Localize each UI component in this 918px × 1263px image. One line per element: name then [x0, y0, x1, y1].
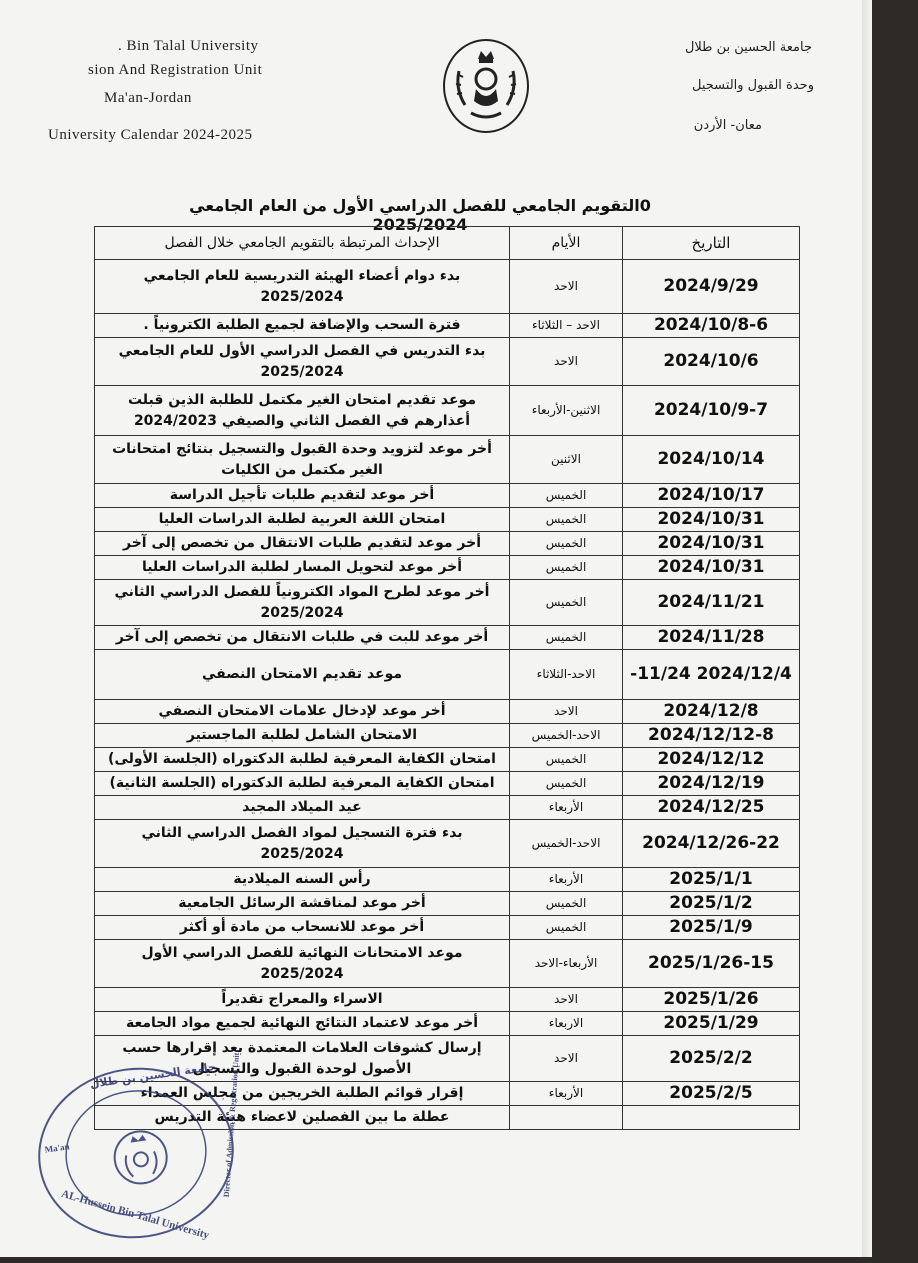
event-cell: عيد الميلاد المجيد [95, 796, 510, 820]
calendar-row [95, 260, 800, 314]
event-cell: إقرار قوائم الطلبة الخريجين من مجلس العمداء [95, 1082, 510, 1106]
calendar-row [95, 338, 800, 386]
calendar-row [95, 436, 800, 484]
day-cell: الخميس [510, 772, 623, 796]
date-cell: 2024/10/8-6 [623, 314, 800, 338]
calendar-row [95, 916, 800, 940]
table-header-row [95, 227, 800, 260]
calendar-row [95, 386, 800, 436]
day-cell: الاحد [510, 1036, 623, 1082]
event-cell: أخر موعد لطرح المواد الكترونياً للفصل الدراسي الثاني 2025/2024 [95, 580, 510, 626]
calendar-row [95, 988, 800, 1012]
calendar-row [95, 650, 800, 700]
day-cell: الأربعاء-الاحد [510, 940, 623, 988]
day-cell: الاثنين-الأربعاء [510, 386, 623, 436]
date-cell: 2025/2/5 [623, 1082, 800, 1106]
calendar-row [95, 532, 800, 556]
day-cell: الخميس [510, 892, 623, 916]
day-cell: الأربعاء [510, 868, 623, 892]
event-cell: موعد الامتحانات النهائية للفصل الدراسي الأول 2025/2024 [95, 940, 510, 988]
calendar-row [95, 700, 800, 724]
date-cell: 2024/12/12 [623, 748, 800, 772]
event-cell: موعد تقديم الامتحان النصفي [95, 650, 510, 700]
event-cell: أخر موعد لتزويد وحدة القبول والتسجيل بنتائج امتحانات الغير مكتمل من الكليات [95, 436, 510, 484]
official-stamp [27, 1052, 245, 1251]
event-cell: أخر موعد لمناقشة الرسائل الجامعية [95, 892, 510, 916]
header-en-unit: sion And Registration Unit [88, 62, 263, 78]
event-cell: أخر موعد لتحويل المسار لطلبة الدراسات العليا [95, 556, 510, 580]
calendar-row [95, 940, 800, 988]
day-cell: الأربعاء [510, 796, 623, 820]
header-date: التاريخ [623, 227, 800, 260]
calendar-table [94, 226, 800, 1130]
day-cell: الاحد [510, 988, 623, 1012]
header-en-city: Ma'an-Jordan [104, 90, 192, 106]
date-cell: 2024/9/29 [623, 260, 800, 314]
day-cell: الاثنين [510, 436, 623, 484]
day-cell: الخميس [510, 748, 623, 772]
date-cell: 2024/10/31 [623, 556, 800, 580]
event-cell: بدء دوام أعضاء الهيئة التدريسية للعام الجامعي 2025/2024 [95, 260, 510, 314]
event-cell: امتحان اللغة العربية لطلبة الدراسات العليا [95, 508, 510, 532]
day-cell: الاحد-الخميس [510, 820, 623, 868]
university-logo [443, 39, 529, 133]
date-cell [623, 1106, 800, 1130]
day-cell: الخميس [510, 580, 623, 626]
date-cell: 2025/1/26 [623, 988, 800, 1012]
header-ar-unit: وحدة القبول والتسجيل [692, 78, 814, 93]
date-cell: 2025/1/9 [623, 916, 800, 940]
day-cell: الخميس [510, 916, 623, 940]
event-cell: أخر موعد للانسحاب من مادة أو أكثر [95, 916, 510, 940]
day-cell: الخميس [510, 532, 623, 556]
calendar-row [95, 796, 800, 820]
date-cell: 2025/2/2 [623, 1036, 800, 1082]
event-cell: أخر موعد لتقديم طلبات تأجيل الدراسة [95, 484, 510, 508]
event-cell: أخر موعد لتقديم طلبات الانتقال من تخصص إلى آخر [95, 532, 510, 556]
day-cell [510, 1106, 623, 1130]
day-cell: الاحد [510, 700, 623, 724]
date-cell: -11/24 2024/12/4 [623, 650, 800, 700]
calendar-row [95, 892, 800, 916]
calendar-row [95, 556, 800, 580]
event-cell: رأس السنه الميلادية [95, 868, 510, 892]
calendar-row [95, 580, 800, 626]
calendar-row [95, 626, 800, 650]
day-cell: الخميس [510, 626, 623, 650]
event-cell: إرسال كشوفات العلامات المعتمدة بعد إقرارها حسب الأصول لوحدة القبول والتسجيل [95, 1036, 510, 1082]
calendar-row [95, 772, 800, 796]
date-cell: 2024/10/31 [623, 532, 800, 556]
day-cell: الاحد – الثلاثاء [510, 314, 623, 338]
day-cell: الاحد-الخميس [510, 724, 623, 748]
date-cell: 2024/10/14 [623, 436, 800, 484]
calendar-row [95, 748, 800, 772]
date-cell: 2024/12/19 [623, 772, 800, 796]
stamp-university-en: AL-Hussein Bin Talal University [59, 1187, 211, 1242]
date-cell: 2024/10/9-7 [623, 386, 800, 436]
event-cell: امتحان الكفاية المعرفية لطلبة الدكتوراه (الجلسة الثانية) [95, 772, 510, 796]
date-cell: 2024/10/17 [623, 484, 800, 508]
date-cell: 2025/1/1 [623, 868, 800, 892]
event-cell: أخر موعد لإدخال علامات الامتحان النصفي [95, 700, 510, 724]
header-events: الإحداث المرتبطة بالتقويم الجامعي خلال الفصل [95, 227, 510, 260]
stamp-city: Ma'an [43, 1141, 71, 1155]
date-cell: 2024/12/12-8 [623, 724, 800, 748]
date-cell: 2024/10/6 [623, 338, 800, 386]
date-cell: 2025/1/26-15 [623, 940, 800, 988]
header-ar-city: معان- الأردن [693, 118, 762, 133]
day-cell: الخميس [510, 556, 623, 580]
stamp-unit-en: Director of Admission & Registration Unit [221, 1052, 241, 1198]
calendar-row [95, 724, 800, 748]
day-cell: الاحد-الثلاثاء [510, 650, 623, 700]
date-cell: 2024/12/8 [623, 700, 800, 724]
date-cell: 2024/10/31 [623, 508, 800, 532]
header-en-calendar: University Calendar 2024-2025 [48, 127, 253, 143]
event-cell: أخر موعد للبت في طلبات الانتقال من تخصص إلى آخر [95, 626, 510, 650]
event-cell: الاسراء والمعراج تقديراً [95, 988, 510, 1012]
stamp-university-ar: جامعة الحسين بن طلال [89, 1060, 217, 1091]
calendar-row [95, 484, 800, 508]
calendar-row [95, 508, 800, 532]
calendar-title: 0التقويم الجامعي للفصل الدراسي الأول من العام الجامعي 2025/2024 [189, 196, 651, 234]
event-cell: عطلة ما بين الفصلين لاعضاء هيئة التدريس [95, 1106, 510, 1130]
calendar-row [95, 314, 800, 338]
day-cell: الاحد [510, 338, 623, 386]
event-cell: الامتحان الشامل لطلبة الماجستير [95, 724, 510, 748]
event-cell: بدء التدريس في الفصل الدراسي الأول للعام الجامعي 2025/2024 [95, 338, 510, 386]
header-days: الأيام [510, 227, 623, 260]
day-cell: الاحد [510, 260, 623, 314]
date-cell: 2024/11/28 [623, 626, 800, 650]
header-en-university: . Bin Talal University [118, 38, 259, 54]
day-cell: الخميس [510, 508, 623, 532]
calendar-row [95, 1012, 800, 1036]
date-cell: 2025/1/29 [623, 1012, 800, 1036]
date-cell: 2025/1/2 [623, 892, 800, 916]
event-cell: امتحان الكفاية المعرفية لطلبة الدكتوراه (الجلسة الأولى) [95, 748, 510, 772]
page-edge [862, 0, 872, 1257]
event-cell: موعد تقديم امتحان الغير مكتمل للطلبة الذين قبلت أعذارهم في الفصل الثاني والصيفي 2024/2023 [95, 386, 510, 436]
event-cell: فترة السحب والإضافة لجميع الطلبة الكترونياً . [95, 314, 510, 338]
date-cell: 2024/12/26-22 [623, 820, 800, 868]
header-ar-university: جامعة الحسين بن طلال [684, 40, 812, 55]
day-cell: الخميس [510, 484, 623, 508]
event-cell: بدء فترة التسجيل لمواد الفصل الدراسي الثاني 2025/2024 [95, 820, 510, 868]
date-cell: 2024/11/21 [623, 580, 800, 626]
calendar-row [95, 820, 800, 868]
date-cell: 2024/12/25 [623, 796, 800, 820]
day-cell: الأربعاء [510, 1082, 623, 1106]
day-cell: الاربعاء [510, 1012, 623, 1036]
calendar-row [95, 868, 800, 892]
event-cell: أخر موعد لاعتماد النتائج النهائية لجميع مواد الجامعة [95, 1012, 510, 1036]
